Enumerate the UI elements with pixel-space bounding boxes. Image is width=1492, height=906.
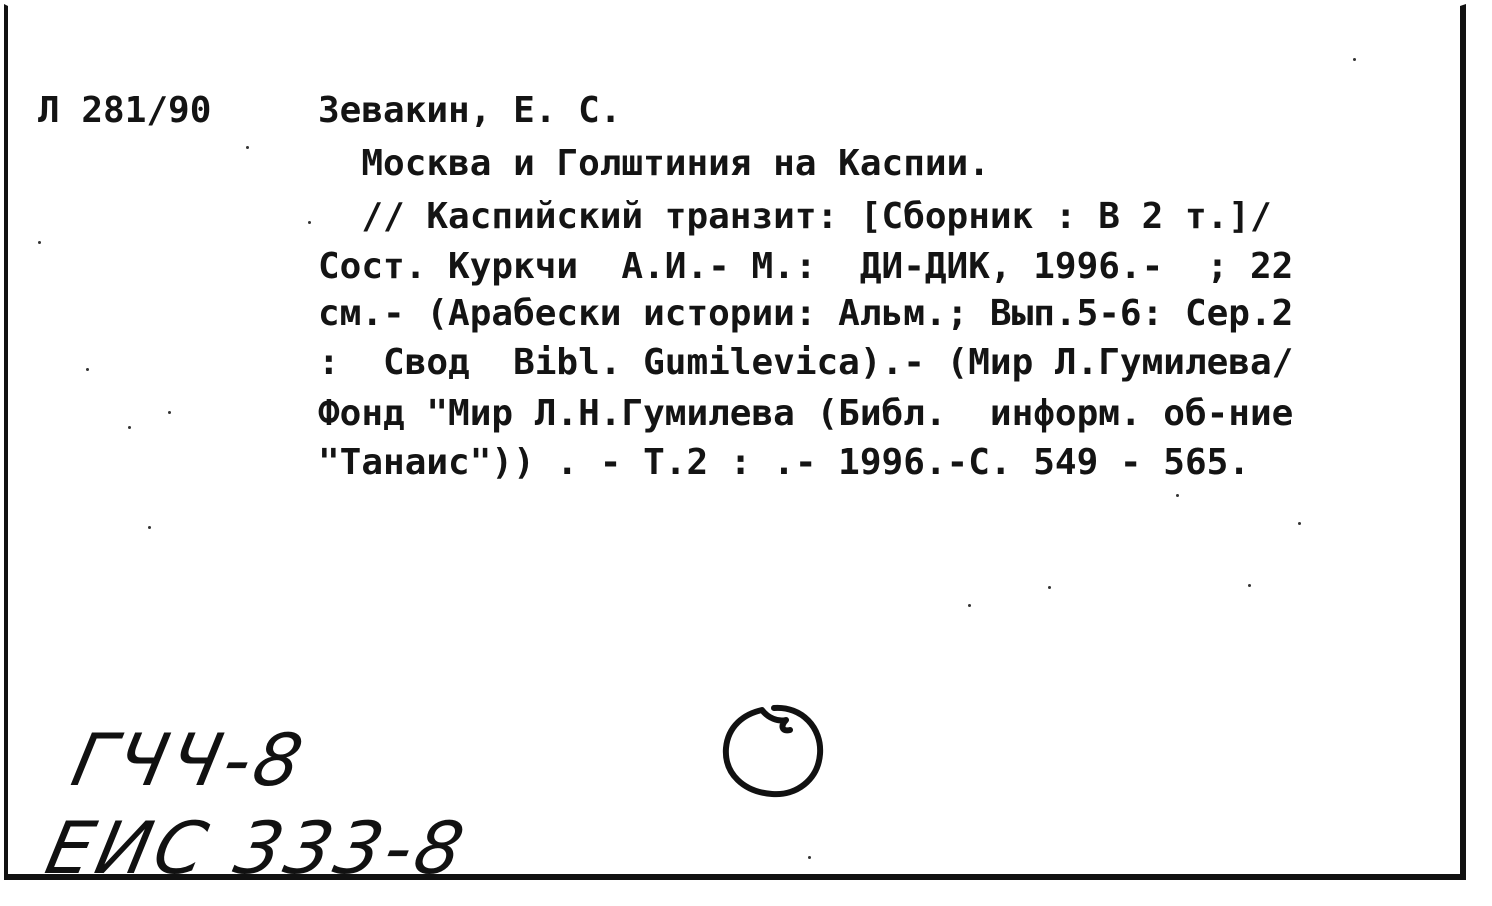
- punch-hole-icon: [716, 698, 828, 802]
- foundation-line: Фонд "Мир Л.Н.Гумилева (Библ. информ. об-ние: [318, 393, 1294, 434]
- title-line: Москва и Голштиния на Каспии.: [318, 143, 990, 184]
- series-line: см.- (Арабески истории: Альм.; Вып.5-6: Сер.2: [318, 293, 1294, 334]
- handwritten-code-1: ГЧЧ-8: [65, 718, 314, 802]
- source-line: // Каспийский транзит: [Сборник : В 2 т.]/: [318, 196, 1272, 237]
- collection-line: : Свод Bibl. Gumilevica).- (Мир Л.Гумилева/: [318, 342, 1294, 383]
- author-line: Зевакин, Е. С.: [318, 90, 622, 131]
- pages-line: "Танаис")) . - Т.2 : .- 1996.-С. 549 - 565.: [318, 442, 1250, 483]
- shelf-mark: Л 281/90: [38, 90, 212, 131]
- compiler-line: Сост. Куркчи А.И.- М.: ДИ-ДИК, 1996.- ; 22: [318, 246, 1294, 287]
- catalog-card: [4, 4, 1466, 890]
- handwritten-code-2: ЕИС 333-8: [39, 806, 475, 890]
